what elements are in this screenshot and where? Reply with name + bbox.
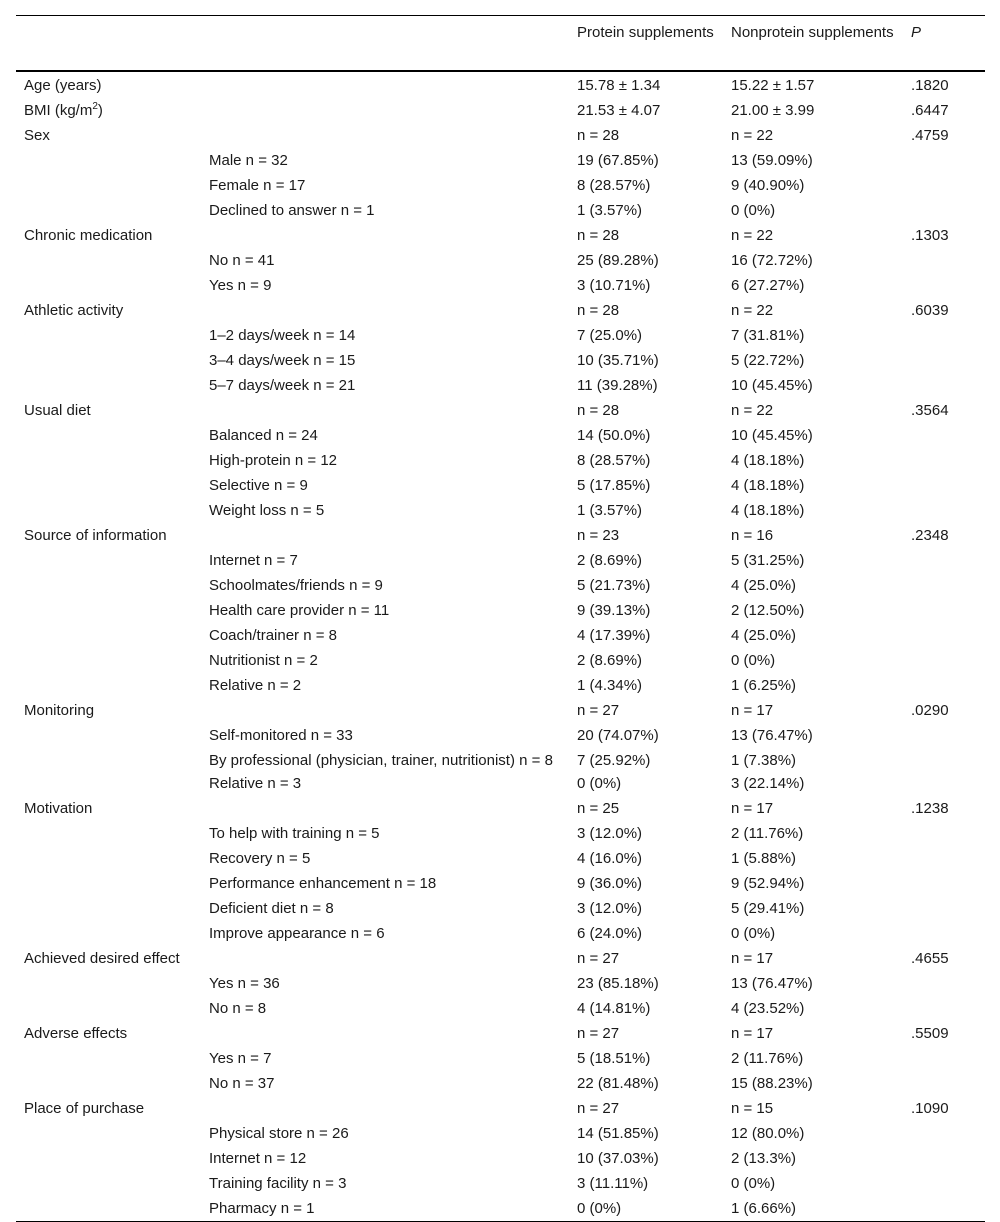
protein-value: n = 27 (577, 1025, 620, 1042)
row-category (16, 523, 201, 573)
row-subcategory: Internet n = 7 (209, 552, 298, 569)
protein-value: 5 (21.73%) (577, 577, 651, 594)
row-category (16, 846, 201, 871)
row-category (16, 298, 201, 323)
table-row (16, 273, 985, 298)
row-subcategory: 5–7 days/week n = 21 (209, 377, 356, 394)
table-row (16, 373, 985, 398)
p-value (903, 846, 985, 871)
row-category (16, 796, 201, 821)
header-protein: Protein supplements (577, 24, 714, 41)
p-value (903, 1146, 985, 1171)
protein-value: 11 (39.28%) (577, 377, 658, 394)
protein-value: 2 (8.69%) (577, 652, 643, 669)
p-value (903, 548, 985, 573)
table-body (16, 71, 985, 1222)
p-value (903, 623, 985, 648)
protein-value: 3 (10.71%) (577, 277, 651, 294)
table-row (16, 1196, 985, 1222)
p-value (903, 1071, 985, 1096)
nonprotein-value: 13 (76.47%) (731, 975, 813, 992)
category-label: Adverse effects (24, 1025, 128, 1042)
p-value (903, 498, 985, 523)
row-category (16, 771, 201, 796)
row-category (16, 323, 201, 348)
table-row (16, 573, 985, 598)
table-row (16, 748, 985, 771)
table-row (16, 98, 985, 123)
row-category (16, 498, 201, 523)
nonprotein-value: 15.22 ± 1.57 (731, 77, 815, 94)
header-subcategory (201, 16, 569, 72)
row-category (16, 448, 201, 473)
category-label: Usual diet (24, 402, 91, 419)
p-value (903, 323, 985, 348)
table-row (16, 648, 985, 673)
row-subcategory: Balanced n = 24 (209, 427, 318, 444)
p-value: .1303 (911, 227, 949, 244)
category-label: Athletic activity (24, 302, 124, 319)
table-row (16, 323, 985, 348)
p-value (903, 896, 985, 921)
protein-value: 6 (24.0%) (577, 925, 643, 942)
p-value (903, 821, 985, 846)
row-subcategory: Internet n = 12 (209, 1150, 307, 1167)
table-row (16, 871, 985, 896)
row-category (16, 698, 201, 723)
table-row (16, 1021, 985, 1046)
table-row (16, 148, 985, 173)
p-value: .1820 (911, 77, 949, 94)
row-subcategory: 1–2 days/week n = 14 (209, 327, 356, 344)
nonprotein-value: 4 (23.52%) (731, 1000, 805, 1017)
nonprotein-value: 2 (12.50%) (731, 602, 805, 619)
p-value (903, 373, 985, 398)
table-row (16, 448, 985, 473)
row-subcategory: Yes n = 36 (209, 975, 280, 992)
category-label: Source of information (24, 527, 167, 544)
protein-value: 3 (12.0%) (577, 900, 643, 917)
table-row (16, 123, 985, 148)
row-category (16, 248, 201, 273)
row-subcategory: Weight loss n = 5 (209, 502, 325, 519)
table-row (16, 598, 985, 623)
table-row (16, 298, 985, 323)
p-value (903, 198, 985, 223)
protein-value: 3 (11.11%) (577, 1175, 649, 1192)
protein-value: 2 (8.69%) (577, 552, 643, 569)
nonprotein-value: 4 (18.18%) (731, 502, 805, 519)
p-value (903, 971, 985, 996)
nonprotein-value: 9 (40.90%) (731, 177, 805, 194)
p-value (903, 723, 985, 748)
protein-value: 14 (50.0%) (577, 427, 651, 444)
p-value: .4759 (911, 127, 949, 144)
protein-value: n = 28 (577, 227, 620, 244)
protein-value: n = 23 (577, 527, 620, 544)
row-subcategory: Physical store n = 26 (209, 1125, 349, 1142)
protein-value: 25 (89.28%) (577, 252, 659, 269)
nonprotein-value: n = 22 (731, 402, 774, 419)
p-value (903, 173, 985, 198)
table-row (16, 1146, 985, 1171)
p-value: .1238 (911, 800, 949, 817)
row-category (16, 1196, 201, 1222)
row-subcategory: No n = 41 (209, 252, 275, 269)
category-suffix: ) (97, 102, 103, 119)
table-row (16, 1121, 985, 1146)
row-category (16, 423, 201, 448)
row-subcategory (201, 523, 569, 548)
p-value (903, 748, 985, 771)
protein-value: 1 (3.57%) (577, 502, 643, 519)
nonprotein-value: 7 (31.81%) (731, 327, 805, 344)
table-row (16, 248, 985, 273)
protein-value: 3 (12.0%) (577, 825, 643, 842)
table-row (16, 348, 985, 373)
row-category (16, 1071, 201, 1096)
p-value (903, 1171, 985, 1196)
p-value: .2348 (911, 527, 949, 544)
table-row (16, 523, 985, 548)
protein-value: n = 27 (577, 1100, 620, 1117)
nonprotein-value: 4 (25.0%) (731, 627, 797, 644)
p-value (903, 573, 985, 598)
p-value (903, 871, 985, 896)
nonprotein-value: 5 (22.72%) (731, 352, 805, 369)
p-value (903, 473, 985, 498)
nonprotein-value: n = 22 (731, 127, 774, 144)
protein-value: 19 (67.85%) (577, 152, 659, 169)
row-category (16, 673, 201, 698)
nonprotein-value: 0 (0%) (731, 1175, 776, 1192)
nonprotein-value: 4 (18.18%) (731, 452, 805, 469)
protein-value: n = 27 (577, 702, 620, 719)
nonprotein-value: n = 15 (731, 1100, 774, 1117)
category-label: Monitoring (24, 702, 95, 719)
row-subcategory: High-protein n = 12 (209, 452, 337, 469)
table-row (16, 821, 985, 846)
row-category (16, 123, 201, 148)
row-category (16, 373, 201, 398)
row-subcategory (201, 946, 569, 971)
nonprotein-value: 2 (11.76%) (731, 1050, 804, 1067)
p-value (903, 248, 985, 273)
row-subcategory (201, 398, 569, 423)
protein-value: n = 27 (577, 950, 620, 967)
nonprotein-value: 2 (11.76%) (731, 825, 804, 842)
nonprotein-value: 4 (25.0%) (731, 577, 797, 594)
row-subcategory: Male n = 32 (209, 152, 288, 169)
protein-value: n = 28 (577, 302, 620, 319)
protein-value: 7 (25.92%) (577, 752, 651, 769)
protein-value: 5 (18.51%) (577, 1050, 651, 1067)
p-value (903, 273, 985, 298)
protein-value: n = 28 (577, 402, 620, 419)
protein-value: 10 (35.71%) (577, 352, 659, 369)
row-category (16, 921, 201, 946)
row-subcategory: Improve appearance n = 6 (209, 925, 385, 942)
row-subcategory (201, 123, 569, 148)
p-value (903, 996, 985, 1021)
row-subcategory: Declined to answer n = 1 (209, 202, 375, 219)
table-row (16, 498, 985, 523)
table-row (16, 71, 985, 98)
row-subcategory (201, 71, 569, 98)
nonprotein-value: 12 (80.0%) (731, 1125, 805, 1142)
row-subcategory (201, 298, 569, 323)
nonprotein-value: n = 17 (731, 800, 774, 817)
row-category (16, 1046, 201, 1071)
row-subcategory: Female n = 17 (209, 177, 306, 194)
table-row (16, 473, 985, 498)
row-subcategory: To help with training n = 5 (209, 825, 380, 842)
category-label: Motivation (24, 800, 93, 817)
protein-value: 21.53 ± 4.07 (577, 102, 661, 119)
table-row (16, 398, 985, 423)
row-subcategory (201, 98, 569, 123)
nonprotein-value: 5 (31.25%) (731, 552, 805, 569)
protein-value: 7 (25.0%) (577, 327, 643, 344)
protein-value: 10 (37.03%) (577, 1150, 659, 1167)
row-category (16, 723, 201, 748)
p-value (903, 771, 985, 796)
row-subcategory: No n = 8 (209, 1000, 267, 1017)
nonprotein-value: 10 (45.45%) (731, 427, 813, 444)
row-category (16, 173, 201, 198)
protein-value: 9 (39.13%) (577, 602, 651, 619)
p-value: .3564 (911, 402, 949, 419)
row-category (16, 1121, 201, 1146)
nonprotein-value: 1 (6.66%) (731, 1200, 797, 1217)
table-row (16, 198, 985, 223)
table-row (16, 996, 985, 1021)
protein-value: 4 (17.39%) (577, 627, 651, 644)
row-subcategory: Schoolmates/friends n = 9 (209, 577, 383, 594)
row-subcategory: Coach/trainer n = 8 (209, 627, 337, 644)
row-category (16, 398, 201, 423)
protein-value: 8 (28.57%) (577, 177, 651, 194)
p-value (903, 448, 985, 473)
table-row (16, 423, 985, 448)
nonprotein-value: 1 (5.88%) (731, 850, 797, 867)
nonprotein-value: n = 22 (731, 302, 774, 319)
header-category (16, 16, 201, 72)
protein-value: 1 (4.34%) (577, 677, 643, 694)
table-row (16, 1046, 985, 1071)
row-category (16, 623, 201, 648)
nonprotein-value: 13 (59.09%) (731, 152, 813, 169)
row-category (16, 821, 201, 846)
category-superscript: 2 (92, 101, 98, 112)
header-nonprotein: Nonprotein supplements (731, 24, 894, 41)
table-row (16, 173, 985, 198)
row-category (16, 1146, 201, 1171)
category-label: Place of purchase (24, 1100, 145, 1117)
protein-value: 15.78 ± 1.34 (577, 77, 661, 94)
row-category (16, 1171, 201, 1196)
nonprotein-value: 16 (72.72%) (731, 252, 813, 269)
row-category (16, 1021, 201, 1046)
row-subcategory: No n = 37 (209, 1075, 275, 1092)
nonprotein-value: 0 (0%) (731, 652, 776, 669)
nonprotein-value: 1 (7.38%) (731, 752, 797, 769)
nonprotein-value: 1 (6.25%) (731, 677, 797, 694)
p-value: .6039 (911, 302, 949, 319)
row-subcategory (201, 1096, 569, 1121)
category-label: Achieved desired effect (24, 950, 180, 967)
row-category (16, 871, 201, 896)
protein-value: n = 25 (577, 800, 620, 817)
nonprotein-value: 2 (13.3%) (731, 1150, 797, 1167)
row-subcategory: Self-monitored n = 33 (209, 727, 353, 744)
nonprotein-value: 6 (27.27%) (731, 277, 805, 294)
protein-value: 1 (3.57%) (577, 202, 643, 219)
table-row (16, 796, 985, 821)
nonprotein-value: n = 16 (731, 527, 774, 544)
row-category (16, 71, 201, 98)
row-subcategory (201, 223, 569, 248)
p-value: .1090 (911, 1100, 949, 1117)
row-subcategory: Pharmacy n = 1 (209, 1200, 315, 1217)
p-value: .6447 (911, 102, 949, 119)
table-row (16, 896, 985, 921)
p-value (903, 1046, 985, 1071)
row-category (16, 648, 201, 673)
row-category (16, 996, 201, 1021)
nonprotein-value: 4 (18.18%) (731, 477, 805, 494)
p-value (903, 673, 985, 698)
row-subcategory: Deficient diet n = 8 (209, 900, 334, 917)
nonprotein-value: 10 (45.45%) (731, 377, 813, 394)
row-category (16, 98, 201, 123)
protein-value: 20 (74.07%) (577, 727, 659, 744)
row-category (16, 473, 201, 498)
nonprotein-value: 0 (0%) (731, 202, 776, 219)
table-row (16, 846, 985, 871)
row-subcategory: Selective n = 9 (209, 477, 308, 494)
p-value: .5509 (911, 1025, 949, 1042)
row-subcategory: Nutritionist n = 2 (209, 652, 318, 669)
category-label: Sex (24, 127, 50, 144)
row-category (16, 223, 201, 248)
table-row (16, 223, 985, 248)
row-subcategory (201, 1021, 569, 1046)
row-subcategory: By professional (physician, trainer, nutritionist) n = 8 (209, 752, 553, 769)
row-category (16, 946, 201, 996)
table-row (16, 946, 985, 971)
p-value (903, 598, 985, 623)
table-row (16, 623, 985, 648)
nonprotein-value: 21.00 ± 3.99 (731, 102, 815, 119)
row-category (16, 573, 201, 598)
protein-value: 14 (51.85%) (577, 1125, 659, 1142)
p-value (903, 348, 985, 373)
nonprotein-value: 0 (0%) (731, 925, 776, 942)
protein-value: n = 28 (577, 127, 620, 144)
protein-value: 0 (0%) (577, 775, 622, 792)
nonprotein-value: n = 17 (731, 1025, 774, 1042)
protein-value: 9 (36.0%) (577, 875, 643, 892)
row-subcategory: Training facility n = 3 (209, 1175, 347, 1192)
p-value (903, 148, 985, 173)
nonprotein-value: 5 (29.41%) (731, 900, 805, 917)
nonprotein-value: n = 17 (731, 702, 774, 719)
nonprotein-value: n = 22 (731, 227, 774, 244)
row-category (16, 896, 201, 921)
protein-value: 4 (14.81%) (577, 1000, 651, 1017)
header-row (16, 16, 985, 72)
nonprotein-value: 15 (88.23%) (731, 1075, 813, 1092)
category-label: Age (years) (24, 77, 102, 94)
row-category (16, 748, 201, 771)
row-subcategory: Performance enhancement n = 18 (209, 875, 437, 892)
row-category (16, 1096, 201, 1121)
header-p-value: P (911, 24, 922, 41)
p-value (903, 648, 985, 673)
row-subcategory (201, 698, 569, 723)
row-subcategory: 3–4 days/week n = 15 (209, 352, 356, 369)
table-row (16, 1071, 985, 1096)
p-value (903, 423, 985, 448)
p-value (903, 1121, 985, 1146)
row-subcategory: Relative n = 3 (209, 775, 302, 792)
protein-value: 5 (17.85%) (577, 477, 651, 494)
nonprotein-value: 9 (52.94%) (731, 875, 805, 892)
category-label: BMI (kg/m (24, 102, 93, 119)
row-subcategory (201, 796, 569, 821)
table-row (16, 698, 985, 723)
protein-value: 8 (28.57%) (577, 452, 651, 469)
row-category (16, 273, 201, 298)
category-label: Chronic medication (24, 227, 153, 244)
protein-value: 23 (85.18%) (577, 975, 659, 992)
p-value (903, 1196, 985, 1222)
p-value: .0290 (911, 702, 949, 719)
row-subcategory: Yes n = 7 (209, 1050, 272, 1067)
protein-value: 22 (81.48%) (577, 1075, 659, 1092)
table-row (16, 673, 985, 698)
table-row (16, 771, 985, 796)
p-value: .4655 (911, 950, 949, 967)
protein-value: 4 (16.0%) (577, 850, 643, 867)
row-category (16, 598, 201, 623)
row-subcategory: Yes n = 9 (209, 277, 272, 294)
table-row (16, 1171, 985, 1196)
p-value (903, 921, 985, 946)
protein-value: 0 (0%) (577, 1200, 622, 1217)
row-category (16, 198, 201, 223)
table-row (16, 1096, 985, 1121)
row-subcategory: Recovery n = 5 (209, 850, 311, 867)
nonprotein-value: 3 (22.14%) (731, 775, 805, 792)
row-subcategory: Health care provider n = 11 (209, 602, 390, 619)
table-row (16, 723, 985, 748)
results-table (16, 15, 985, 1222)
row-category (16, 148, 201, 173)
row-category (16, 348, 201, 373)
table-row (16, 921, 985, 946)
nonprotein-value: 13 (76.47%) (731, 727, 813, 744)
row-subcategory: Relative n = 2 (209, 677, 302, 694)
nonprotein-value: n = 17 (731, 950, 774, 967)
